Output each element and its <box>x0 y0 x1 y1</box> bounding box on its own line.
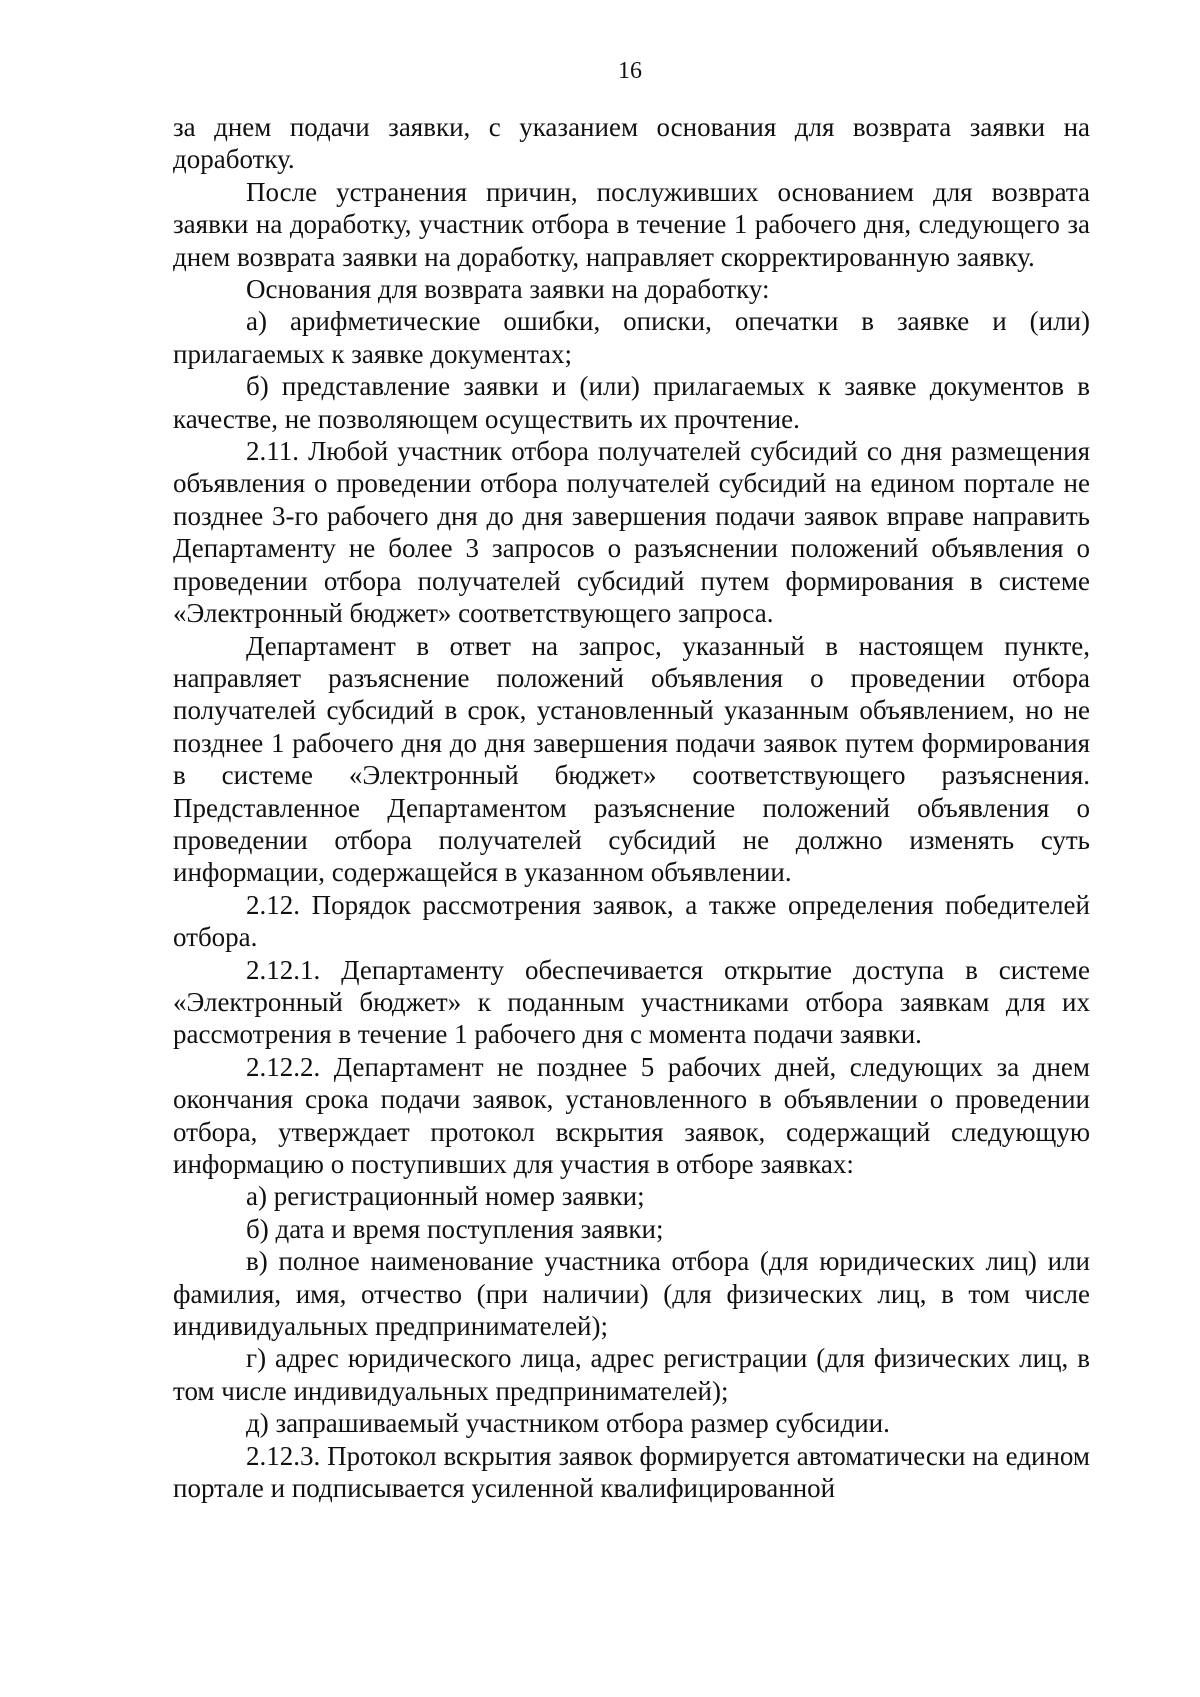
paragraph-2-11: 2.11. Любой участник отбора получателей субсидий со дня размещения объявления о проведении отбора получателей субсидий на едином портале не позднее 3-го рабочего дня до дня завершения подачи заявок вправе направить Департаменту не более 3 запросов о разъяснении положений объявления о проведении отбора получателей субсидий путем формирования в системе «Электронный бюджет» соответствующего запроса. <box>173 436 1090 629</box>
paragraph-2-12: 2.12. Порядок рассмотрения заявок, а также определения победителей отбора. <box>173 889 1090 953</box>
list-item-b: б) представление заявки и (или) прилагаемых к заявке документов в качестве, не позволяющем осуществить их прочтение. <box>173 371 1090 434</box>
paragraph-2-12-2: 2.12.2. Департамент не позднее 5 рабочих дней, следующих за днем окончания срока подачи заявок, установленного в объявлении о проведении отбора, утверждает протокол вскрытия заявок, содержащий следующую информацию о поступивших для участия в отборе заявках: <box>173 1051 1090 1179</box>
list-item-a: а) регистрационный номер заявки; <box>246 1181 645 1212</box>
list-item-b: б) дата и время поступления заявки; <box>246 1213 664 1244</box>
paragraph: После устранения причин, послуживших основанием для возврата заявки на доработку, участник отбора в течение 1 рабочего дня, следующего за днем возврата заявки на доработку, направляет скорректированную заявку. <box>173 176 1090 272</box>
list-item-d: д) запрашиваемый участником отбора размер субсидии. <box>246 1408 890 1439</box>
list-item-a: а) арифметические ошибки, описки, опечатки в заявке и (или) прилагаемых к заявке документах; <box>173 306 1090 369</box>
list-item-v: в) полное наименование участника отбора (для юридических лиц) или фамилия, имя, отчество (при наличии) (для физических лиц, в том числе индивидуальных предпринимателей); <box>173 1246 1090 1342</box>
paragraph-2-12-3: 2.12.3. Протокол вскрытия заявок формируется автоматически на едином портале и подписывается усиленной квалифицированной <box>173 1440 1090 1504</box>
paragraph: Департамент в ответ на запрос, указанный в настоящем пункте, направляет разъяснение положений объявления о проведении отбора получателей субсидий в срок, установленный указанным объявлением, но не позднее 1 рабочего дня до дня завершения подачи заявок путем формирования в системе «Электронный бюджет» соответствующего разъяснения. Представленное Департаментом разъяснение положений объявления о проведении отбора получателей субсидий не должно изменять суть информации, содержащейся в указанном объявлении. <box>173 630 1090 888</box>
list-item-g: г) адрес юридического лица, адрес регистрации (для физических лиц, в том числе индивидуальных предпринимателей); <box>173 1343 1090 1406</box>
paragraph-2-12-1: 2.12.1. Департаменту обеспечивается открытие доступа в системе «Электронный бюджет» к поданным участниками отбора заявкам для их рассмотрения в течение 1 рабочего дня с момента подачи заявки. <box>173 954 1090 1050</box>
page-number: 16 <box>618 58 642 84</box>
paragraph: Основания для возврата заявки на доработку: <box>246 274 770 305</box>
document-body <box>173 111 1090 1504</box>
paragraph-continuation: за днем подачи заявки, с указанием основания для возврата заявки на доработку. <box>173 112 1090 175</box>
